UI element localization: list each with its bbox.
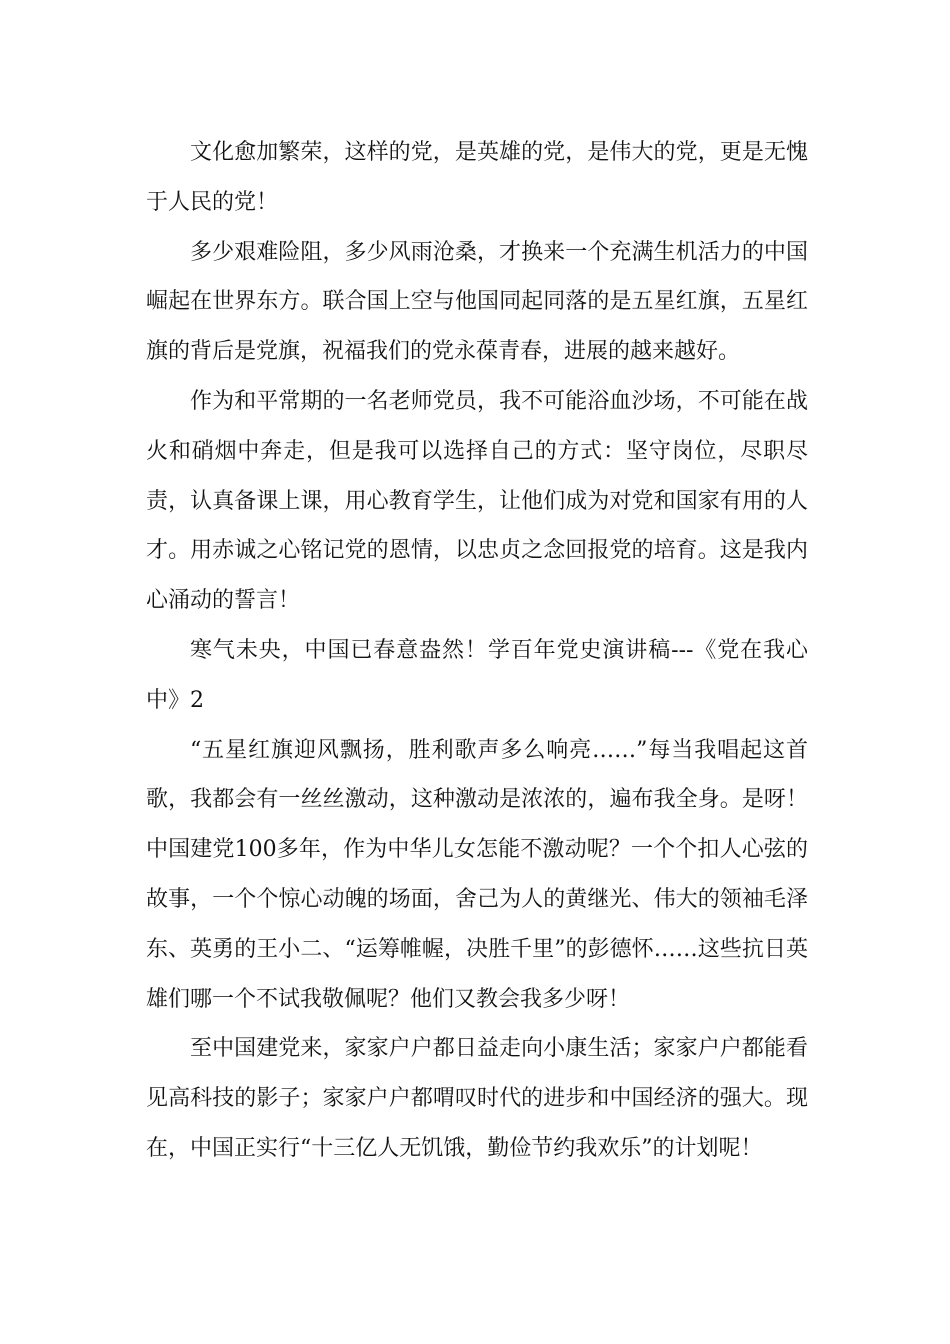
paragraph-3: 作为和平常期的一名老师党员，我不可能浴血沙场，不可能在战火和硝烟中奔走，但是我可以选择自己的方式：坚守岗位，尽职尽责，认真备课上课，用心教育学生，让他们成为对党和国家有用的人才。用赤诚之心铭记党的恩情，以忠贞之念回报党的培育。这是我内心涌动的誓言！	[146, 388, 808, 614]
paragraph-6: 至中国建党来，家家户户都日益走向小康生活；家家户户都能看见高科技的影子；家家户户都喟叹时代的进步和中国经济的强大。现在，中国正实行“十三亿人无饥饿，勤俭节约我欢乐”的计划呢！	[146, 1036, 808, 1161]
paragraph-5: “五星红旗迎风飘扬，胜利歌声多么响亮……”每当我唱起这首歌，我都会有一丝丝激动，这种激动是浓浓的，遍布我全身。是呀！中国建党100多年，作为中华儿女怎能不激动呢？一个个扣人心弦的故事，一个个惊心动魄的场面，舍己为人的黄继光、伟大的领袖毛泽东、英勇的王小二、“运筹帷幄，决胜千里”的彭德怀……这些抗日英雄们哪一个不试我敬佩呢？他们又教会我多少呀！	[146, 737, 808, 1012]
paragraph-2: 多少艰难险阻，多少风雨沧桑，才换来一个充满生机活力的中国崛起在世界东方。联合国上空与他国同起同落的是五星红旗，五星红旗的背后是党旗，祝福我们的党永葆青春，进展的越来越好。	[146, 239, 808, 365]
document-body	[146, 128, 808, 1174]
paragraph-1: 文化愈加繁荣，这样的党，是英雄的党，是伟大的党，更是无愧于人民的党！	[146, 140, 808, 215]
paragraph-4-heading: 寒气未央，中国已春意盎然！学百年党史演讲稿---《党在我心中》2	[146, 637, 808, 713]
